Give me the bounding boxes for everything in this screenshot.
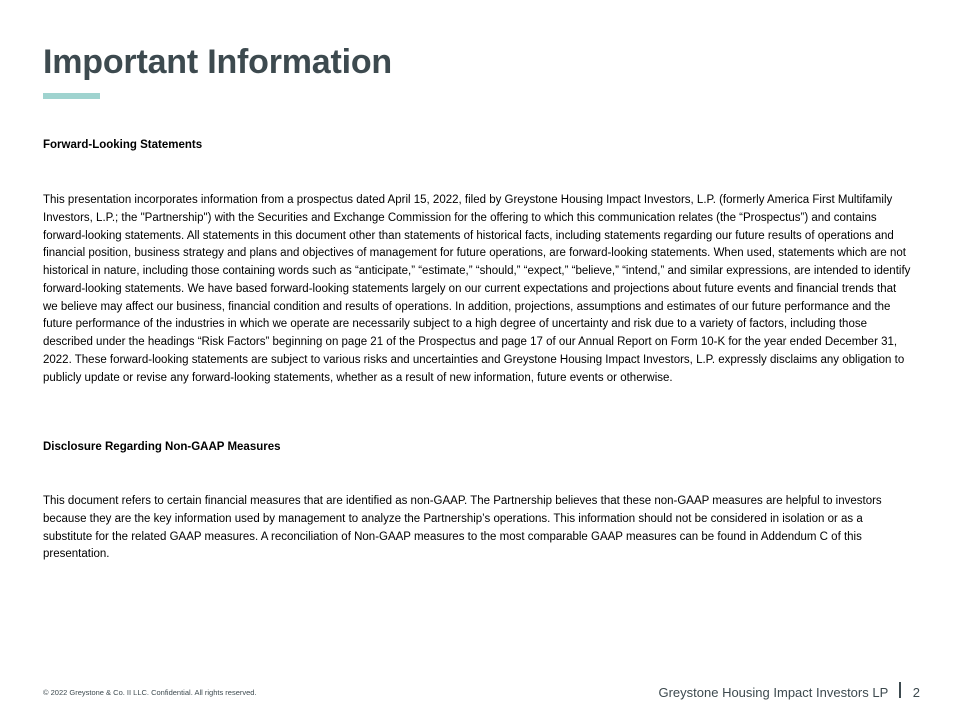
footer-divider xyxy=(899,682,901,698)
title-accent-bar xyxy=(43,93,100,99)
footer-company-name: Greystone Housing Impact Investors LP xyxy=(658,684,889,700)
section-heading-non-gaap: Disclosure Regarding Non-GAAP Measures xyxy=(43,441,281,453)
footer-branding xyxy=(658,682,920,702)
section-body-forward-looking: This presentation incorporates information from a prospectus dated April 15, 2022, filed by Greystone Housing Impact Investors, L.P. (formerly America First Multifamily Investors, L.P.; the "Partnership") with the Securities and Exchange Commission for the offering to which this communication relates (the “Prospectus”) and contains forward-looking statements. All statements in this document other than statements of historical facts, including statements regarding our future results of operations and financial position, business strategy and plans and objectives of management for future operations, are forward-looking statements. When used, statements which are not historical in nature, including those containing words such as “anticipate,” “estimate,” “should,” “expect,” “believe,” “intend,” and similar expressions, are intended to identify forward-looking statements. We have based forward-looking statements largely on our current expectations and projections about future events and financial trends that we believe may affect our business, financial condition and results of operations. In addition, projections, assumptions and estimates of our future performance and the future performance of the industries in which we operate are necessarily subject to a high degree of uncertainty and risk due to a variety of factors, including those described under the headings “Risk Factors” beginning on page 21 of the Prospectus and page 17 of our Annual Report on Form 10-K for the year ended December 31, 2022. These forward-looking statements are subject to various risks and uncertainties and Greystone Housing Impact Investors, L.P. expressly disclaims any obligation to publicly update or revise any forward-looking statements, whether as a result of new information, future events or otherwise. xyxy=(43,194,911,384)
section-body-non-gaap: This document refers to certain financial measures that are identified as non-GAAP. The Partnership believes that these non-GAAP measures are helpful to investors because they are the key information used by management to analyze the Partnership’s operations. This information should not be considered in isolation or as a substitute for the related GAAP measures. A reconciliation of Non-GAAP measures to the most comparable GAAP measures can be found in Addendum C of this presentation. xyxy=(43,495,882,561)
footer-copyright: © 2022 Greystone & Co. II LLC. Confidential. All rights reserved. xyxy=(43,688,257,697)
page-title: Important Information xyxy=(43,43,392,81)
section-heading-forward-looking: Forward-Looking Statements xyxy=(43,139,203,151)
page-number: 2 xyxy=(912,684,920,700)
